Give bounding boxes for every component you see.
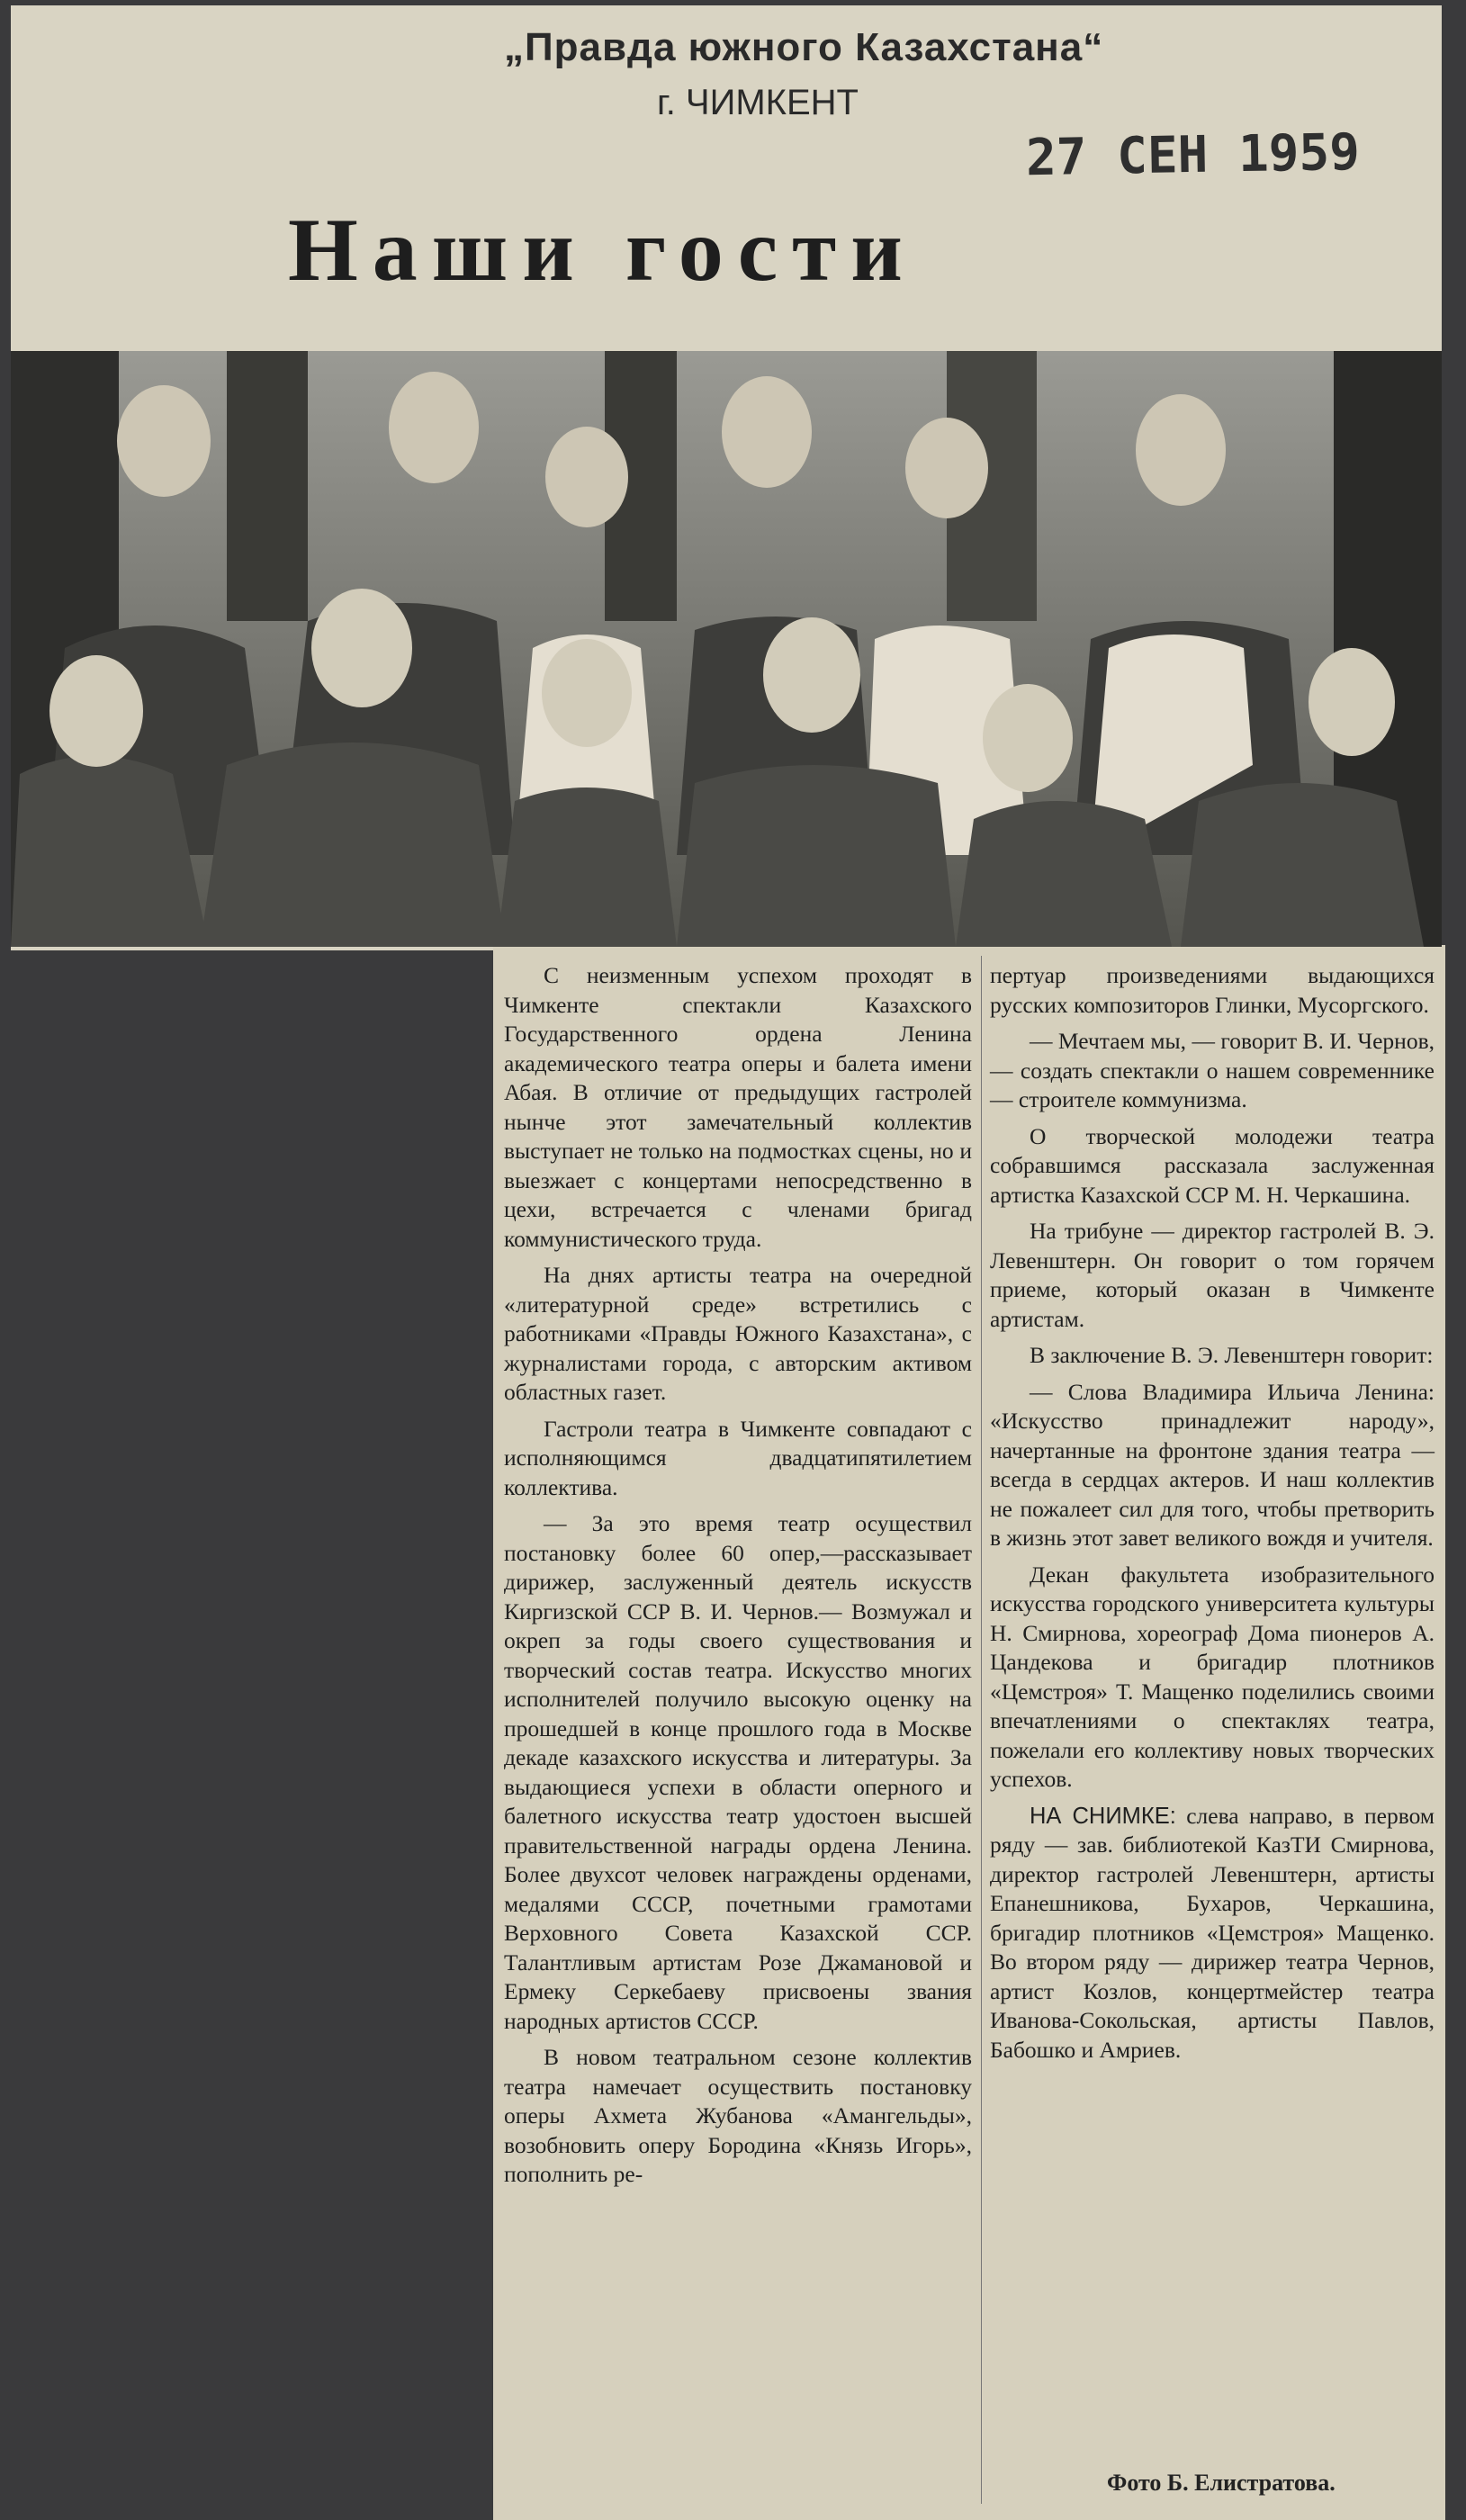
article-paragraph: — Мечтаем мы, — говорит В. И. Чернов, — создать спектакли о нашем современнике — строителе коммунизма. (990, 1028, 1435, 1112)
photo-credit: Фото Б. Елистратова. (1107, 2470, 1336, 2496)
article-paragraph: — За это время театр осуществил постановку более 60 опер,—рассказывает дирижер, заслуженный деятель искусств Киргизской ССР В. И. Чернов.— Возмужал и окреп за годы своего существования и творческий состав театра. Искусство многих исполнителей получило высокую оценку на прошедшей в конце прошлого года в Москве декаде казахского искусства и литературы. За выдающиеся успехи в области оперного и балетного искусства театр удостоен высшей правительственной награды ордена Ленина. Более двухсот человек награждены орденами, медалями СССР, почетными грамотами Верховного Совета Казахской ССР. Талантливым артистам Розе Джамановой и Ермеку Серкебаеву присвоены звания народных артистов СССР. (504, 1510, 972, 2034)
article-paragraph: С неизменным успехом проходят в Чимкенте спектакли Казахского Государственного ордена Ленина академического театра оперы и балета имени Абая. В отличие от предыдущих гастролей нынче этот замечательный коллектив выступает не только на подмостках сцены, но и выезжает с концертами непосредственно в цехи, встречается с членами бригад коммунистического труда. (504, 962, 972, 1252)
group-photo-image (11, 351, 1442, 947)
article-paragraph: Гастроли театра в Чимкенте совпадают с исполняющимся двадцатипятилетием коллектива. (504, 1415, 972, 1500)
article-column-1 (504, 961, 972, 2197)
photo-caption-text: слева направо, в первом ряду — зав. библиотекой КазТИ Смирнова, директор гастролей Левенштерн, артисты Епанешникова, Бухаров, Черкашина, бригадир плотников «Цемстроя» Мащенко. Во втором ряду — дирижер театра Чернов, артист Козлов, концертмейстер театра Иванова-Сокольская, артисты Павлов, Бабошко и Амриев. (990, 1802, 1435, 2063)
article-paragraph: На трибуне — директор гастролей В. Э. Левенштерн. Он говорит о том горячем приеме, который оказан в Чимкенте артистам. (990, 1218, 1435, 1332)
headline: Наши гости (288, 200, 917, 300)
article-paragraph: Декан факультета изобразительного искусства городского университета культуры Н. Смирнова, хореограф Дома пионеров А. Цандекова и бригадир плотников «Цемстроя» Т. Мащенко поделились своими впечатлениями о спектаклях театра, пожелали его коллективу новых творческих успехов. (990, 1561, 1435, 1792)
date-stamp: 27 СЕН 1959 (1025, 122, 1361, 188)
article-paragraph: В новом театральном сезоне коллектив театра намечает осуществить постановку оперы Ахмета Жубанова «Амангельды», возобновить оперу Бородина «Князь Игорь», пополнить ре- (504, 2044, 972, 2187)
publication-title: „Правда южного Казахстана“ (504, 25, 1104, 69)
article-column-2 (990, 961, 1435, 2072)
article-paragraph: — Слова Владимира Ильича Ленина: «Искусство принадлежит народу», начертанные на фронтоне здания театра — всегда в сердцах актеров. И наш коллектив не пожалеет сил для того, чтобы претворить в жизнь этот завет великого вождя и учителя. (990, 1378, 1435, 1551)
photo-caption-lead: НА СНИМКЕ: (1030, 1803, 1176, 1829)
column-rule (981, 956, 982, 2504)
article-paragraph: пертуар произведениями выдающихся русских композиторов Глинки, Мусоргского. (990, 962, 1435, 1018)
photo-caption (990, 1802, 1435, 2066)
article-paragraph: В заключение В. Э. Левенштерн говорит: (1030, 1342, 1434, 1368)
publication-city: г. ЧИМКЕНТ (657, 83, 859, 122)
group-photo (11, 351, 1442, 947)
article-paragraph: На днях артисты театра на очередной «литературной среде» встретились с работниками «Правды Южного Казахстана», с журналистами города, с авторским активом областных газет. (504, 1262, 972, 1405)
article-paragraph: О творческой молодежи театра собравшимся рассказала заслуженная артистка Казахской ССР М. Н. Черкашина. (990, 1122, 1435, 1208)
